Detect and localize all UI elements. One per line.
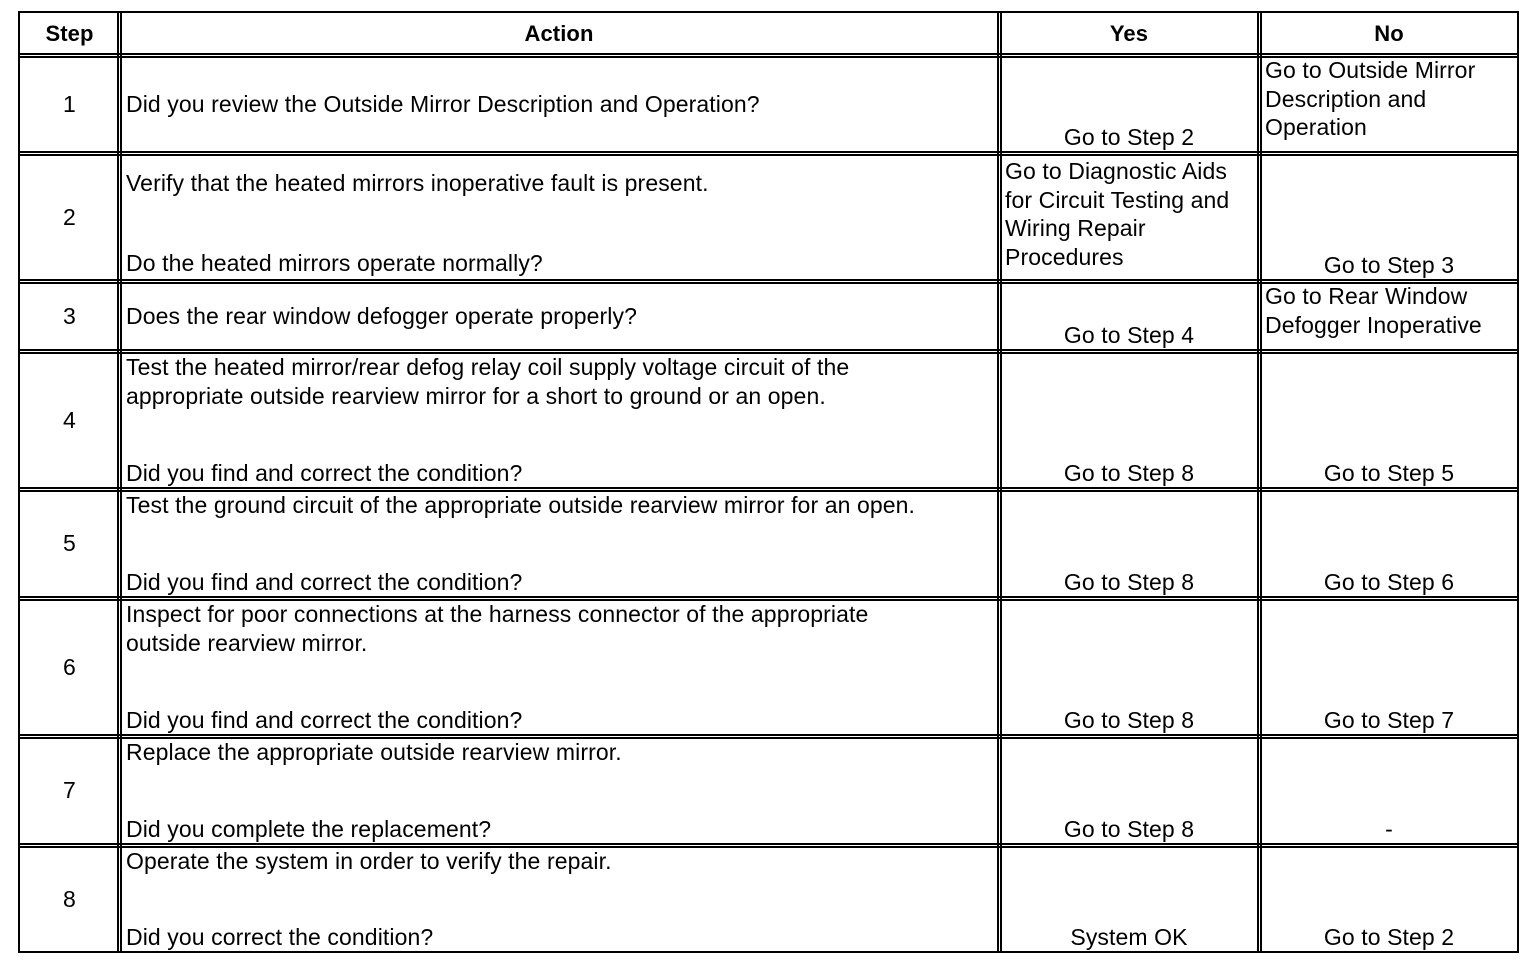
- step-number: 3: [63, 302, 76, 329]
- step-number: 7: [63, 777, 76, 804]
- action-question: Did you complete the replacement?: [126, 815, 492, 842]
- step-number: 6: [63, 653, 76, 680]
- action-cell: [119, 845, 999, 953]
- step-number: 1: [63, 90, 76, 117]
- action-cell: [119, 55, 999, 153]
- yes-cell: Go to Step 8: [1063, 568, 1195, 595]
- action-text: Operate the system in order to verify the repair.: [126, 848, 612, 874]
- action-text: Inspect for poor connections at the harness connector of the appropriate outside rearview mirror.: [126, 601, 869, 656]
- no-cell: Go to Step 5: [1323, 459, 1455, 486]
- action-cell: [119, 489, 999, 598]
- action-text: Does the rear window defogger operate properly?: [126, 302, 638, 329]
- yes-cell: System OK: [1070, 923, 1188, 950]
- action-question: Did you find and correct the condition?: [126, 568, 523, 595]
- action-text: Test the ground circuit of the appropriate outside rearview mirror for an open.: [126, 492, 916, 518]
- yes-cell: Go to Step 2: [1063, 123, 1195, 150]
- no-cell: Go to Rear Window Defogger Inoperative: [1265, 283, 1482, 338]
- no-cell: Go to Step 2: [1323, 923, 1455, 950]
- yes-cell: Go to Step 8: [1063, 459, 1195, 486]
- action-cell: [119, 736, 999, 845]
- action-text: Test the heated mirror/rear defog relay coil supply voltage circuit of the appropriate outside rearview mirror for a short to ground or an open.: [126, 354, 850, 409]
- action-cell: [119, 598, 999, 736]
- yes-cell: Go to Step 8: [1063, 815, 1195, 842]
- no-cell: Go to Step 6: [1323, 568, 1455, 595]
- step-number: 2: [63, 203, 76, 230]
- header-action: Action: [524, 21, 594, 46]
- step-number: 5: [63, 530, 76, 557]
- action-cell: [119, 351, 999, 489]
- action-question: Did you find and correct the condition?: [126, 706, 523, 733]
- no-cell: Go to Step 3: [1323, 251, 1455, 278]
- action-text: Replace the appropriate outside rearview mirror.: [126, 739, 622, 765]
- yes-cell: Go to Step 4: [1063, 321, 1195, 348]
- header-no: No: [1374, 21, 1404, 46]
- action-cell: [119, 281, 999, 351]
- no-cell: Go to Outside Mirror Description and Operation: [1265, 57, 1476, 140]
- no-cell: -: [1385, 815, 1393, 842]
- header-yes: Yes: [1109, 21, 1149, 46]
- yes-cell: Go to Diagnostic Aids for Circuit Testing and Wiring Repair Procedures: [1005, 158, 1230, 270]
- action-text: Verify that the heated mirrors inoperative fault is present.: [126, 170, 709, 196]
- action-text: Did you review the Outside Mirror Description and Operation?: [126, 90, 760, 117]
- yes-cell: Go to Step 8: [1063, 706, 1195, 733]
- diagnostic-table: [18, 11, 1519, 953]
- no-cell: Go to Step 7: [1323, 706, 1455, 733]
- action-question: Did you find and correct the condition?: [126, 459, 523, 486]
- action-cell: [119, 153, 999, 281]
- action-question: Do the heated mirrors operate normally?: [126, 249, 543, 276]
- step-number: 4: [63, 406, 76, 433]
- action-question: Did you correct the condition?: [126, 923, 434, 950]
- header-step: Step: [45, 21, 94, 46]
- step-number: 8: [63, 885, 76, 912]
